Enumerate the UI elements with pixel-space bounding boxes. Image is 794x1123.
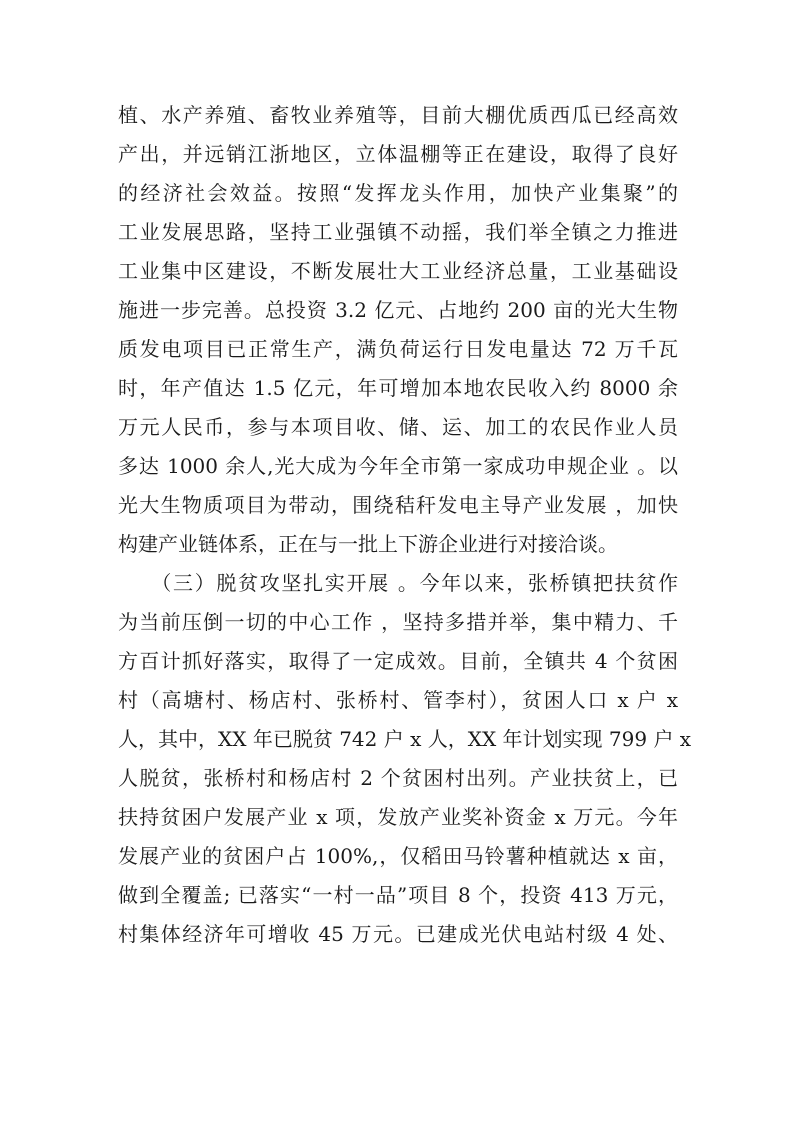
text-line: 工业发展思路，坚持工业强镇不动摇，我们举全镇之力推进 (118, 220, 678, 244)
text-line: 人，其中，XX 年已脱贫 742 户 x 人，XX 年计划实现 799 户 x (118, 727, 692, 751)
text-line: 万元人民币，参与本项目收、储、运、加工的农民作业人员 (118, 415, 678, 439)
text-line: 施进一步完善。总投资 3.2 亿元、占地约 200 亩的光大生物 (118, 298, 678, 322)
paragraph-poverty-alleviation (118, 564, 692, 954)
text-line: （三）脱贫攻坚扎实开展 。今年以来，张桥镇把扶贫作 (118, 571, 678, 595)
text-line: 方百计抓好落实，取得了一定成效。目前，全镇共 4 个贫困 (118, 649, 678, 673)
text-line: 做到全覆盖; 已落实“一村一品”项目 8 个，投资 413 万元， (118, 883, 678, 907)
text-line: 的经济社会效益。按照“发挥龙头作用，加快产业集聚”的 (118, 181, 678, 205)
text-line: 构建产业链体系，正在与一批上下游企业进行对接洽谈。 (118, 532, 618, 556)
text-line: 质发电项目已正常生产，满负荷运行日发电量达 72 万千瓦 (118, 337, 678, 361)
text-line: 人脱贫，张桥村和杨店村 2 个贫困村出列。产业扶贫上，已 (118, 766, 678, 790)
text-line: 产出，并远销江浙地区，立体温棚等正在建设，取得了良好 (118, 142, 678, 166)
text-line: 村（高塘村、杨店村、张桥村、管李村），贫困人口 x 户 x (118, 688, 678, 712)
text-line: 工业集中区建设，不断发展壮大工业经济总量，工业基础设 (118, 259, 678, 283)
paragraph-industry (118, 96, 678, 564)
text-line: 植、水产养殖、畜牧业养殖等，目前大棚优质西瓜已经高效 (118, 103, 678, 127)
text-line: 光大生物质项目为带动，围绕秸秆发电主导产业发展 ，加快 (118, 493, 678, 517)
text-line: 村集体经济年可增收 45 万元。已建成光伏电站村级 4 处、 (118, 922, 678, 946)
text-line: 时，年产值达 1.5 亿元，年可增加本地农民收入约 8000 余 (118, 376, 678, 400)
document-body (118, 96, 692, 954)
text-line: 为当前压倒一切的中心工作 ，坚持多措并举，集中精力、千 (118, 610, 678, 634)
text-line: 扶持贫困户发展产业 x 项，发放产业奖补资金 x 万元。今年 (118, 805, 678, 829)
text-line: 发展产业的贫困户占 100%,，仅稻田马铃薯种植就达 x 亩， (118, 844, 678, 868)
text-line: 多达 1000 余人,光大成为今年全市第一家成功申规企业 。以 (118, 454, 678, 478)
